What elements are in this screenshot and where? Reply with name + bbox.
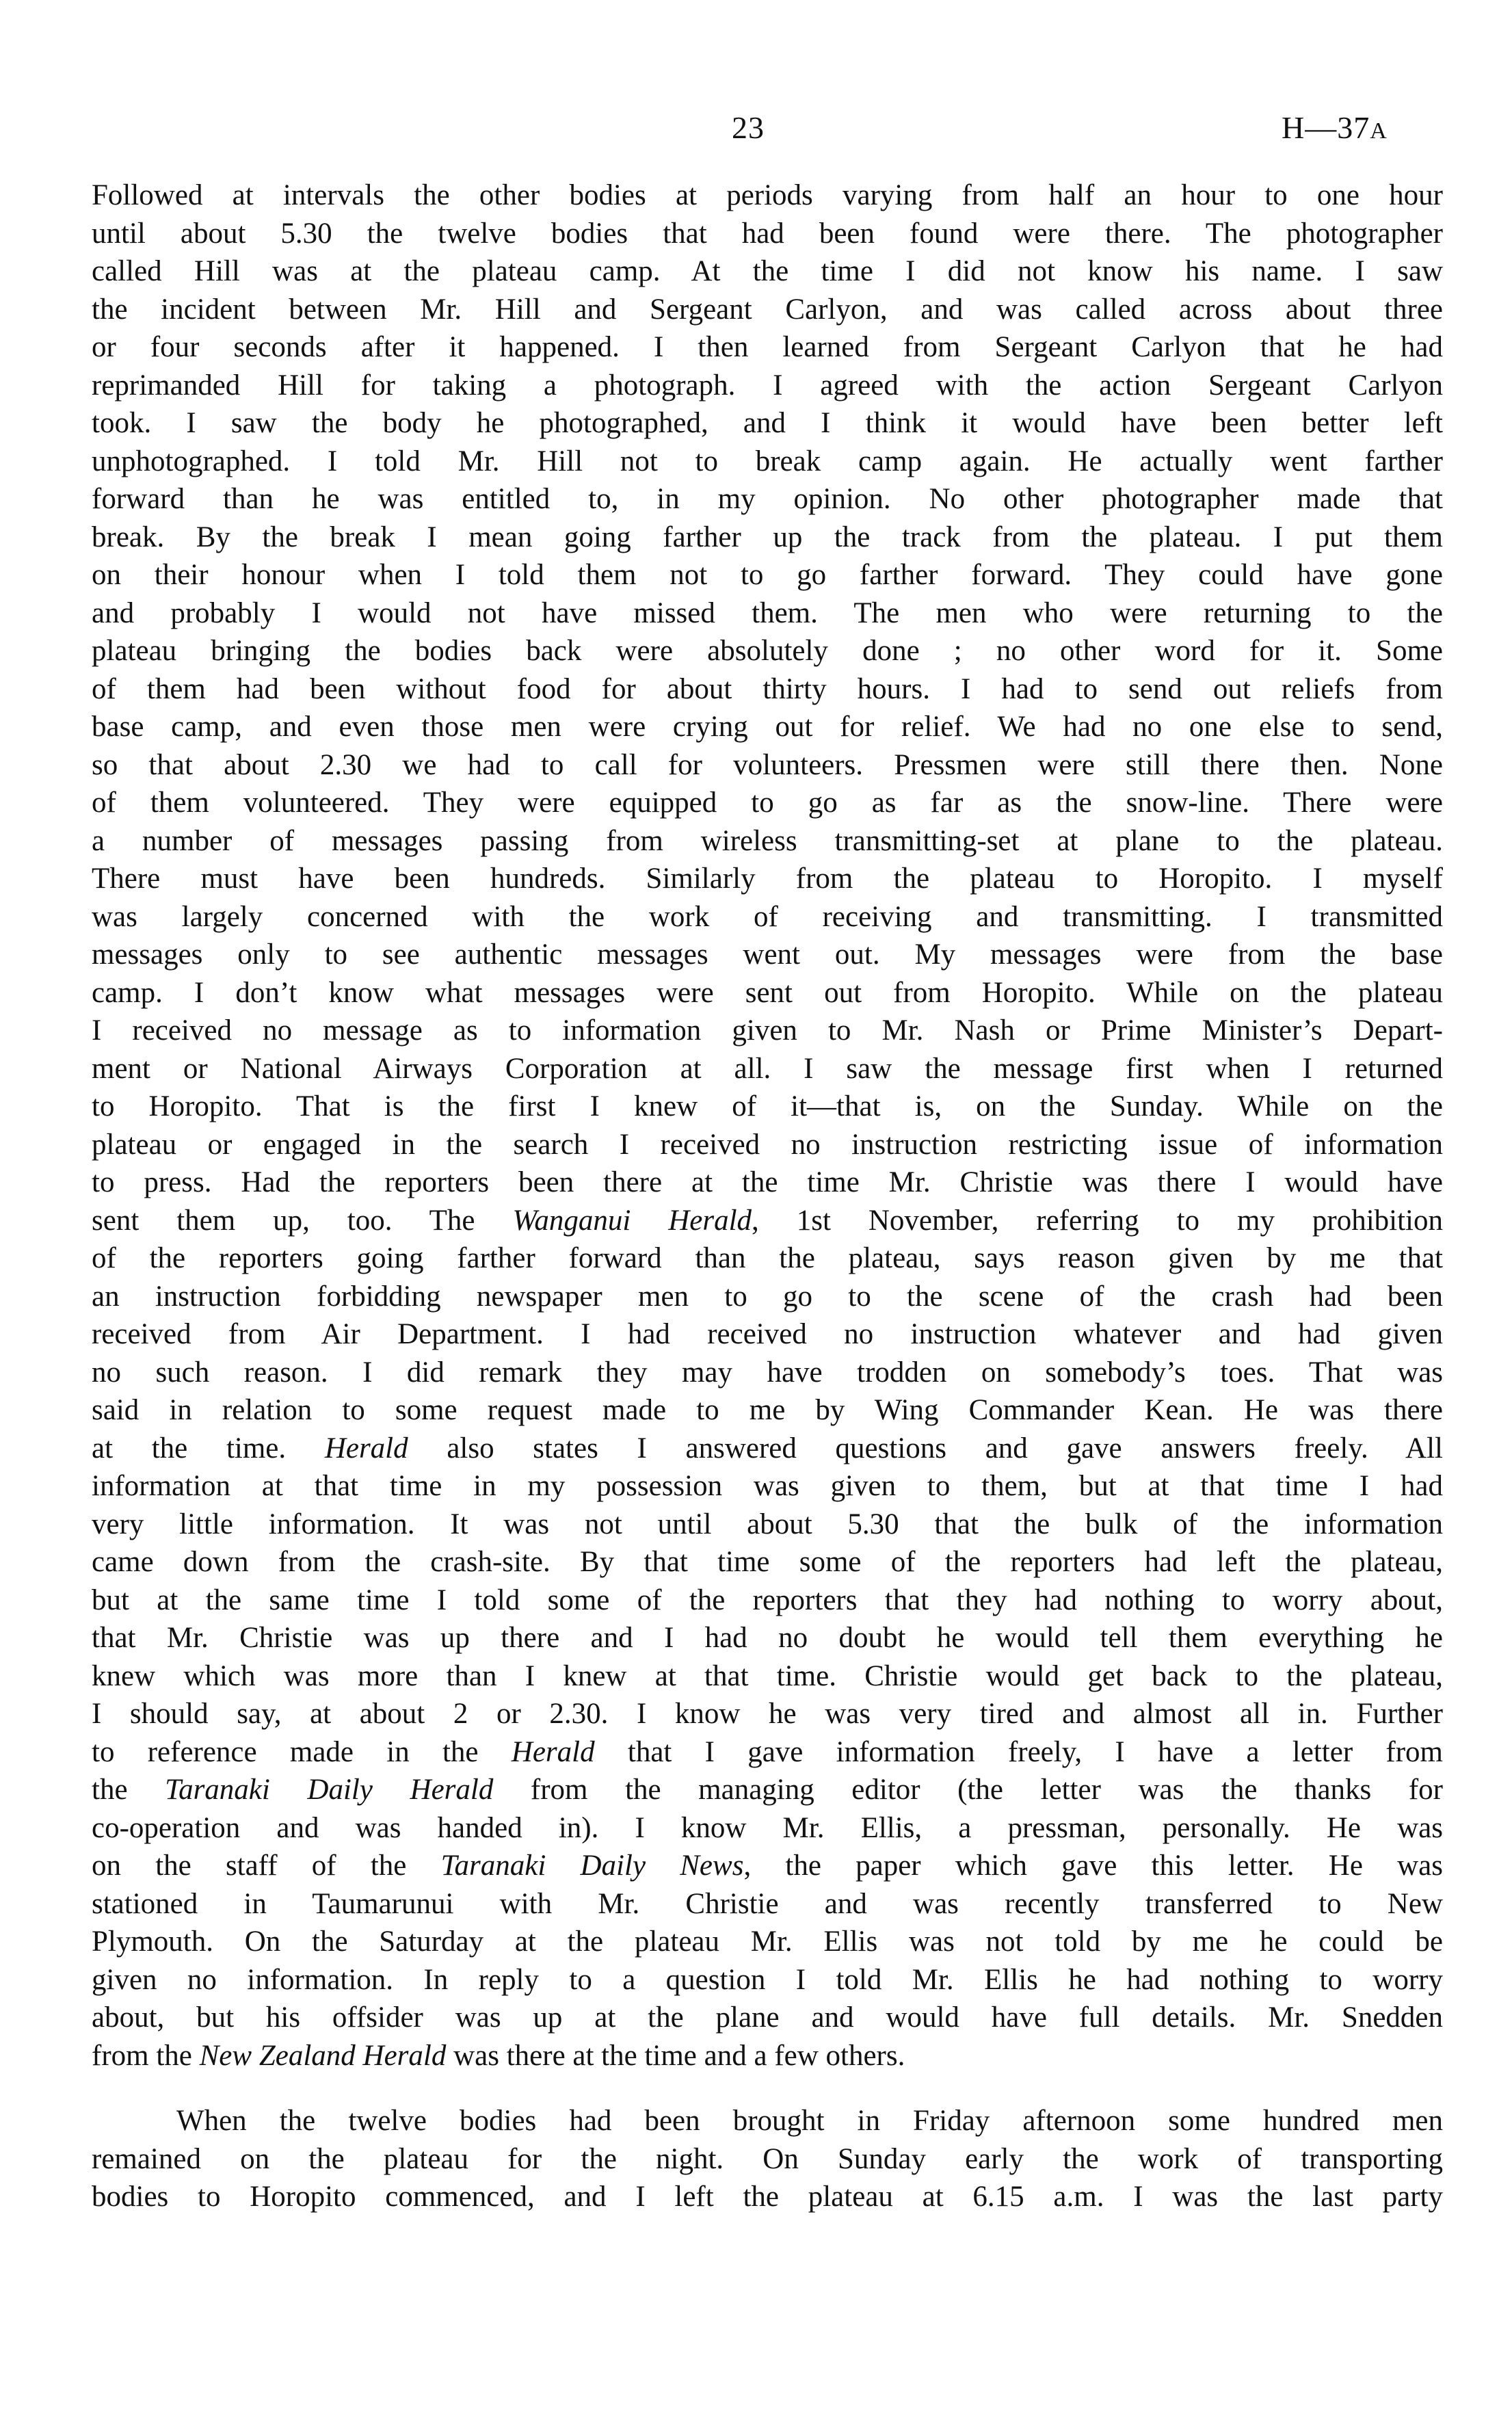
text-run: co-operation and was handed in). I know Mr. Ellis, a pressman, personally. He was — [92, 1811, 1443, 1844]
text-line — [92, 746, 1443, 785]
text-run: I received no message as to information given to Mr. Nash or Prime Minister’s Depart- — [92, 1014, 1443, 1047]
document-code-main: H—37 — [1282, 110, 1370, 145]
text-run: on their honour when I told them not to go farther forward. They could have gone — [92, 559, 1443, 591]
text-line — [92, 252, 1443, 291]
text-line — [92, 632, 1443, 670]
page-number: 23 — [732, 110, 765, 145]
document-code — [1282, 109, 1388, 146]
text-line — [92, 556, 1443, 594]
text-run: stationed in Taumarunui with Mr. Christie and was recently transferred to New — [92, 1887, 1443, 1920]
text-line — [92, 1050, 1443, 1088]
text-line — [92, 1543, 1443, 1581]
text-line — [92, 1733, 1443, 1772]
paragraph — [92, 2102, 1443, 2216]
text-run: so that about 2.30 we had to call for volunteers. Pressmen were still there then. None — [92, 748, 1443, 781]
text-run: that Mr. Christie was up there and I had no doubt he would tell them everything he — [92, 1622, 1443, 1654]
text-run: was there at the time and a few others. — [446, 2039, 905, 2072]
text-run: came down from the crash-site. By that time some of the reporters had left the plateau, — [92, 1546, 1443, 1578]
text-line — [92, 215, 1443, 253]
text-run: until about 5.30 the twelve bodies that had been found were there. The photographer — [92, 217, 1443, 250]
text-line — [92, 594, 1443, 633]
text-line — [92, 784, 1443, 822]
document-code-suffix: A — [1370, 118, 1388, 144]
text-line — [92, 1619, 1443, 1657]
text-run: messages only to see authentic messages went out. My messages were from the base — [92, 938, 1443, 971]
text-line — [92, 1771, 1443, 1809]
text-run: called Hill was at the plateau camp. At the time I did not know his name. I saw — [92, 255, 1443, 287]
italic-title: Taranaki Daily Herald — [165, 1774, 494, 1806]
text-run: camp. I don’t know what messages were sent out from Horopito. While on the plateau — [92, 976, 1443, 1009]
text-run: ment or National Airways Corporation at all. I saw the message first when I returned — [92, 1052, 1443, 1085]
text-line — [92, 1809, 1443, 1848]
body-text — [92, 176, 1443, 2216]
text-line — [92, 443, 1443, 481]
text-run: on the staff of the — [92, 1850, 441, 1882]
text-run: of them had been without food for about thirty hours. I had to send out reliefs from — [92, 672, 1443, 705]
text-line — [92, 1391, 1443, 1430]
text-line — [92, 1467, 1443, 1506]
text-run: a number of messages passing from wireless transmitting-set at plane to the plateau. — [92, 824, 1443, 857]
text-run: of the reporters going farther forward than the plateau, says reason given by me that — [92, 1242, 1443, 1274]
text-line — [92, 1506, 1443, 1544]
text-run: remained on the plateau for the night. On Sunday early the work of transporting — [92, 2142, 1443, 2175]
text-line — [92, 898, 1443, 936]
text-run: to reference made in the — [92, 1735, 512, 1768]
text-run: forward than he was entitled to, in my opinion. No other photographer made that — [92, 483, 1443, 515]
italic-title: New Zealand Herald — [199, 2039, 447, 2072]
italic-title: Herald — [324, 1432, 408, 1464]
text-run: break. By the break I mean going farther up the track from the plateau. I put them — [92, 521, 1443, 553]
text-run: took. I saw the body he photographed, and I think it would have been better left — [92, 407, 1443, 439]
text-line — [92, 974, 1443, 1012]
text-run: plateau bringing the bodies back were absolutely done ; no other word for it. Some — [92, 635, 1443, 667]
text-run: also states I answered questions and gave answers freely. All — [408, 1432, 1443, 1464]
text-run: or four seconds after it happened. I then learned from Sergeant Carlyon that he had — [92, 331, 1443, 363]
text-line — [92, 518, 1443, 557]
text-run: bodies to Horopito commenced, and I left the plateau at 6.15 a.m. I was the last party — [92, 2181, 1443, 2213]
text-line — [92, 2102, 1443, 2140]
text-run: Plymouth. On the Saturday at the plateau Mr. Ellis was not told by me he could be — [92, 1926, 1443, 1958]
text-line — [92, 1354, 1443, 1392]
text-line — [92, 1126, 1443, 1164]
text-run: , the paper which gave this letter. He was — [743, 1850, 1443, 1882]
text-line — [92, 328, 1443, 367]
text-line — [92, 1695, 1443, 1733]
text-line — [92, 404, 1443, 443]
text-line — [92, 1923, 1443, 1961]
text-line — [92, 1239, 1443, 1278]
text-line — [92, 1999, 1443, 2037]
text-run: no such reason. I did remark they may have trodden on somebody’s toes. That was — [92, 1356, 1443, 1389]
text-run: to Horopito. That is the first I knew of it—that is, on the Sunday. While on the — [92, 1090, 1443, 1122]
text-run: from the — [92, 2039, 200, 2072]
paragraph-gap — [92, 2075, 1443, 2102]
text-run: was largely concerned with the work of receiving and transmitting. I transmitted — [92, 900, 1443, 933]
text-line — [92, 2178, 1443, 2216]
text-line — [92, 670, 1443, 709]
text-run: at the time. — [92, 1432, 325, 1464]
text-line — [92, 1164, 1443, 1202]
text-line — [92, 367, 1443, 405]
text-run: that I gave information freely, I have a letter from — [594, 1735, 1443, 1768]
text-run: from the managing editor (the letter was the thanks for — [493, 1774, 1443, 1806]
text-run: the incident between Mr. Hill and Sergeant Carlyon, and was called across about three — [92, 293, 1443, 326]
text-run: but at the same time I told some of the reporters that they had nothing to worry about, — [92, 1583, 1443, 1616]
text-line — [92, 822, 1443, 860]
text-run: I should say, at about 2 or 2.30. I know he was very tired and almost all in. Further — [92, 1698, 1443, 1730]
text-line — [92, 1430, 1443, 1468]
text-line — [92, 1961, 1443, 1999]
text-line — [92, 1278, 1443, 1316]
text-run: sent them up, too. The — [92, 1204, 513, 1237]
paragraph — [92, 176, 1443, 2075]
text-run: the — [92, 1774, 165, 1806]
text-run: to press. Had the reporters been there at the time Mr. Christie was there I would have — [92, 1166, 1443, 1198]
text-run: plateau or engaged in the search I received no instruction restricting issue of information — [92, 1128, 1443, 1161]
text-line — [92, 1885, 1443, 1923]
text-run: given no information. In reply to a question I told Mr. Ellis he had nothing to worry — [92, 1963, 1443, 1996]
text-line — [92, 291, 1443, 329]
text-line — [92, 176, 1443, 215]
text-run: an instruction forbidding newspaper men to go to the scene of the crash had been — [92, 1280, 1443, 1313]
text-line — [92, 480, 1443, 518]
text-run: and probably I would not have missed them. The men who were returning to the — [92, 596, 1443, 629]
text-run: , 1st November, referring to my prohibition — [752, 1204, 1443, 1237]
text-line — [92, 708, 1443, 746]
text-line — [92, 2037, 1443, 2075]
text-line — [92, 2140, 1443, 2179]
text-line — [92, 1202, 1443, 1240]
text-run: of them volunteered. They were equipped to go as far as the snow-line. There were — [92, 787, 1443, 819]
text-run: When the twelve bodies had been brought in Friday afternoon some hundred men — [176, 2105, 1443, 2137]
text-line — [92, 1088, 1443, 1126]
text-run: unphotographed. I told Mr. Hill not to break camp again. He actually went farther — [92, 445, 1443, 477]
italic-title: Taranaki Daily News — [440, 1850, 744, 1882]
text-line — [92, 1315, 1443, 1354]
text-line — [92, 1012, 1443, 1050]
text-line — [92, 1657, 1443, 1696]
text-run: There must have been hundreds. Similarly from the plateau to Horopito. I myself — [92, 863, 1443, 895]
text-run: received from Air Department. I had received no instruction whatever and had given — [92, 1318, 1443, 1350]
text-run: knew which was more than I knew at that time. Christie would get back to the plateau, — [92, 1659, 1443, 1692]
italic-title: Wanganui Herald — [512, 1204, 752, 1237]
text-line — [92, 860, 1443, 898]
text-run: base camp, and even those men were crying out for relief. We had no one else to send, — [92, 711, 1443, 743]
text-run: information at that time in my possession was given to them, but at that time I had — [92, 1470, 1443, 1502]
text-run: very little information. It was not until about 5.30 that the bulk of the information — [92, 1508, 1443, 1540]
text-line — [92, 1847, 1443, 1885]
text-run: about, but his offsider was up at the plane and would have full details. Mr. Snedden — [92, 2001, 1443, 2034]
text-run: Followed at intervals the other bodies at periods varying from half an hour to one hour — [92, 179, 1443, 211]
text-line — [92, 936, 1443, 974]
text-line — [92, 1581, 1443, 1620]
text-run: said in relation to some request made to me by Wing Commander Kean. He was there — [92, 1394, 1443, 1426]
italic-title: Herald — [511, 1735, 595, 1768]
text-run: reprimanded Hill for taking a photograph. I agreed with the action Sergeant Carlyon — [92, 369, 1443, 402]
